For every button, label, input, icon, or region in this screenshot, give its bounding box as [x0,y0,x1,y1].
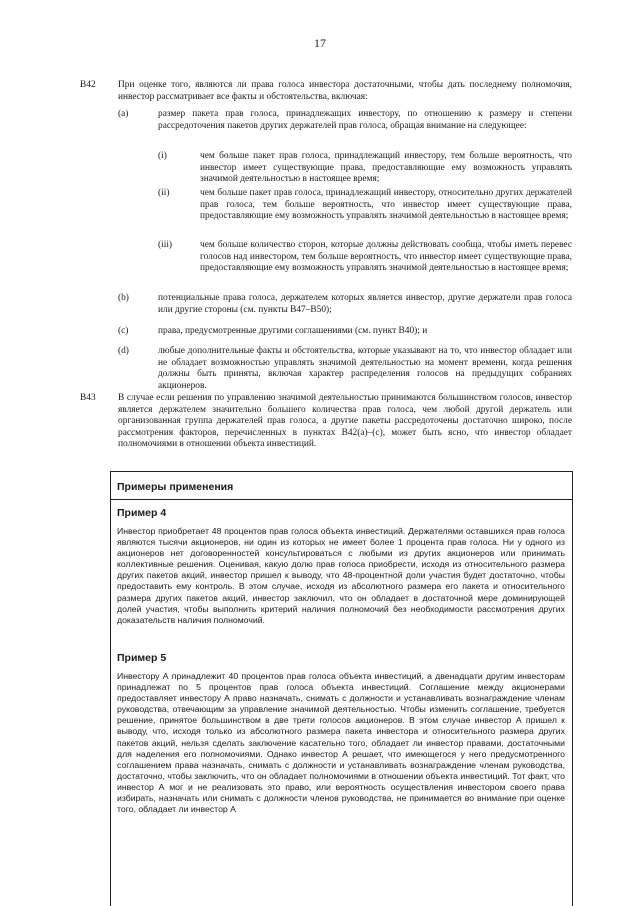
subitem-label-ii: (ii) [158,188,170,198]
item-label-d: (d) [118,346,129,356]
item-label-b: (b) [118,293,129,303]
paragraph-label-b42: B42 [80,80,96,90]
paragraph-label-b43: B43 [80,393,96,403]
examples-box [110,471,573,906]
item-c-text: права, предусмотренные другими соглашениями (см. пункт B40); и [158,326,428,336]
examples-box-header [111,472,572,500]
example-4-title: Пример 4 [117,507,167,519]
subitem-label-i: (i) [158,151,167,161]
item-d-text: любые дополнительные факты и обстоятельства, которые указывают на то, что инвестор обладает или не обладает возможностью управлять значимой деятельностью на момент времени, когда решения должны быть приняты, включая характер распределения голосов на предыдущих собраниях акционеров. [158,346,572,391]
example-4-text: Инвестор приобретает 48 процентов прав голоса объекта инвестиций. Держателями оставшихся прав голоса являются тысячи акционеров, ни один из которых не имеет более 1 процента прав голоса. Ни у одного из акционеров нет договоренностей консультироваться с любыми из других акционеров или принимать коллективные решения. Оценивая, какую долю прав голоса приобрести, исходя из относительного размера других пакетов акций, инвестор пришел к выводу, что 48-процентной доли участия будет достаточно, чтобы предоставить ему контроль. В этом случае, исходя из абсолютного размера его пакета и относительного размера других пакетов акций, инвестор заключил, что он обладает в достаточной мере доминирующей долей участия, чтобы выполнить критерий наличия полномочий без необходимости рассмотрения других доказательств наличия полномочий. [117,526,565,625]
example-5-title: Пример 5 [117,652,167,664]
example-5-text: Инвестору А принадлежит 40 процентов прав голоса объекта инвестиций, а двенадцати другим инвесторам принадлежат по 5 процентов прав голоса объекта инвестиций. Соглашение между акционерами предоставляет инвестору А право назначать, снимать с должности и устанавливать вознаграждение членам руководства, отвечающим за управление значимой деятельностью. Чтобы изменить соглашение, требуется решение, принятое большинством в две трети голосов акционеров. В этом случае инвестор А пришел к выводу, что, исходя только из абсолютного размера пакета инвестора и относительного размера других пакетов акций, нельзя сделать заключение касательно того, обладает ли инвестор правами, достаточными для наделения его полномочиями. Однако инвестор А решает, что имеющегося у него предусмотренного соглашением права назначать, снимать с должности и устанавливать вознаграждение членам руководства, достаточно, чтобы заключить, что он обладает полномочиями в отношении объекта инвестиций. Тот факт, что инвестор А мог и не реализовать это право, или вероятность осуществления инвестором своего права избирать, назначать или снимать с должности членов руководства, не принимается во внимание при оценке того, обладает ли инвестор А [117,671,565,815]
page-number: 17 [314,36,326,50]
paragraph-b43-text: В случае если решения по управлению значимой деятельностью принимаются большинством голосов, инвестор является держателем значительно большего количества прав голоса, чем любой другой держатель или организованная группа держателей прав голоса, а другие пакеты рассредоточены достаточно широко, после рассмотрения факторов, перечисленных в пунктах B42(a)–(c), может быть ясно, что инвестор обладает полномочиями в отношении объекта инвестиций. [118,393,572,450]
item-a-text: размер пакета прав голоса, принадлежащих инвестору, по отношению к размеру и степени рассредоточения пакетов других держателей прав голоса, обращая внимание на следующее: [158,109,572,131]
item-label-a: (a) [118,109,129,119]
item-b-text: потенциальные права голоса, держателем которых является инвестор, другие держатели прав голоса или другие стороны (см. пункты B47–B50); [158,293,572,315]
item-label-c: (c) [118,326,129,336]
subitem-iii-text: чем больше количество сторон, которые должны действовать сообща, чтобы иметь перевес голосов над инвестором, тем больше вероятность, что инвестор имеет существующие права, предоставляющие ему возможность управлять значимой деятельностью в настоящее время; [200,240,572,274]
subitem-label-iii: (iii) [158,240,173,250]
subitem-i-text: чем больше пакет прав голоса, принадлежащий инвестору, тем больше вероятность, что инвестор имеет существующие права, предоставляющие ему возможность управлять значимой деятельностью в настоящее время; [200,151,572,185]
examples-box-title: Примеры применения [117,481,234,493]
paragraph-b42-intro: При оценке того, являются ли права голоса инвестора достаточными, чтобы дать последнему полномочия, инвестор рассматривает все факты и обстоятельства, включая: [118,80,572,102]
subitem-ii-text: чем больше пакет прав голоса, принадлежащий инвестору, относительно других держателей прав голоса, тем больше вероятность, что инвестор имеет существующие права, предоставляющие ему возможность управлять значимой деятельностью в настоящее время; [200,188,572,222]
